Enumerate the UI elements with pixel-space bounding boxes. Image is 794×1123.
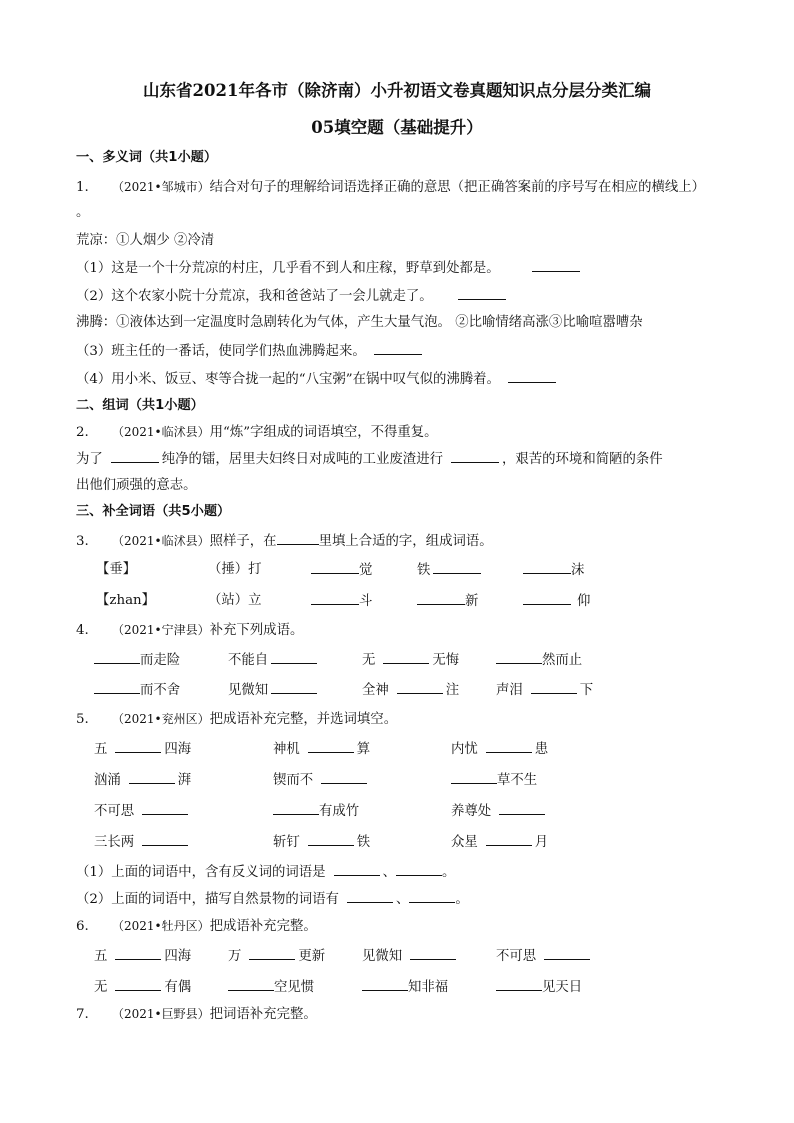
- answer-blank[interactable]: [362, 977, 408, 991]
- answer-blank[interactable]: [410, 946, 456, 960]
- section-heading: 一、多义词（共1小题）: [76, 150, 218, 165]
- idiom-cell: 三长两: [94, 832, 191, 853]
- answer-blank[interactable]: [451, 449, 499, 463]
- section-heading: 二、组词（共1小题）: [76, 398, 204, 413]
- answer-blank[interactable]: [308, 739, 354, 753]
- idiom-cell: 内忧 患: [451, 739, 548, 760]
- answer-blank[interactable]: [531, 680, 577, 694]
- document-subtitle: 05填空题（基础提升）: [311, 118, 483, 137]
- answer-blank[interactable]: [544, 946, 590, 960]
- question-number: 3.: [76, 534, 89, 549]
- idiom-cell: 不可思: [496, 946, 593, 967]
- question-text: 补充下列成语。: [209, 623, 304, 638]
- idiom-cell: 无 有偶: [94, 977, 191, 998]
- word-cell: 【垂】: [96, 562, 137, 577]
- answer-blank[interactable]: [311, 560, 359, 574]
- idiom-cell: 汹涌 湃: [94, 770, 191, 791]
- answer-blank[interactable]: [111, 449, 159, 463]
- sentence-line: [76, 341, 425, 362]
- question-2: [76, 422, 438, 443]
- idiom-cell: 锲而不: [273, 770, 370, 791]
- question-4: [76, 620, 303, 641]
- answer-blank[interactable]: [142, 801, 188, 815]
- question-source: （2021•宁津县）: [112, 623, 210, 637]
- answer-blank[interactable]: [523, 560, 571, 574]
- definition-line: 沸腾：①液体达到一定温度时急剧转化为气体，产生大量气泡。 ②比喻情绪高涨③比喻喧嚣嘈杂: [76, 315, 643, 330]
- question-source: （2021•临沭县）: [112, 425, 210, 439]
- answer-blank[interactable]: [94, 650, 140, 664]
- idiom-cell: 斩钉 铁: [273, 832, 370, 853]
- answer-blank[interactable]: [383, 650, 429, 664]
- answer-blank[interactable]: [334, 862, 380, 876]
- answer-blank[interactable]: [486, 739, 532, 753]
- idiom-cell: 见微知: [228, 680, 320, 701]
- idiom-cell: 神机 算: [273, 739, 370, 760]
- answer-blank[interactable]: [486, 832, 532, 846]
- question-source: （2021•巨野县）: [112, 1007, 210, 1021]
- sentence-text: （4）用小米、饭豆、枣等合拢一起的“八宝粥”在锅中叹气似的沸腾着。: [76, 372, 500, 387]
- answer-blank[interactable]: [417, 591, 465, 605]
- question-text: 结合对句子的理解给词语选择正确的意思（把正确答案前的序号写在相应的横线上）: [209, 180, 706, 195]
- answer-blank[interactable]: [396, 862, 442, 876]
- answer-blank[interactable]: [523, 591, 571, 605]
- answer-blank[interactable]: [311, 591, 359, 605]
- idiom-cell: 养尊处: [451, 801, 548, 822]
- idiom-cell: 而不舍: [94, 680, 180, 701]
- idiom-cell: 然而止: [496, 650, 582, 671]
- answer-blank[interactable]: [496, 650, 542, 664]
- question-number: 1.: [76, 180, 89, 195]
- answer-blank[interactable]: [129, 770, 175, 784]
- answer-blank[interactable]: [499, 801, 545, 815]
- answer-blank[interactable]: [374, 341, 422, 355]
- document-title: 山东省2021年各市（除济南）小升初语文卷真题知识点分层分类汇编: [143, 81, 651, 100]
- word-cell: 【zhan】: [96, 593, 156, 608]
- answer-blank[interactable]: [115, 946, 161, 960]
- idiom-cell: 有成竹: [273, 801, 359, 822]
- answer-blank[interactable]: [347, 889, 393, 903]
- sub-question: （1）上面的词语中，含有反义词的词语是 、 。: [76, 862, 455, 883]
- question-source: （2021•临沭县）: [112, 534, 210, 548]
- sentence-text: （2）这个农家小院十分荒凉，我和爸爸站了一会儿就走了。: [76, 289, 433, 304]
- answer-blank[interactable]: [115, 977, 161, 991]
- question-7: [76, 1004, 317, 1025]
- question-number: 2.: [76, 425, 89, 440]
- question-source: （2021•牡丹区）: [112, 919, 210, 933]
- question-text: 照样子，在: [209, 534, 277, 549]
- answer-blank[interactable]: [228, 977, 274, 991]
- idiom-cell: 声泪 下: [496, 680, 593, 701]
- sentence-line: [76, 369, 559, 390]
- idiom-cell: 五 四海: [94, 946, 191, 967]
- sentence-line: [76, 286, 509, 307]
- question-text: 把词语补充完整。: [209, 1007, 317, 1022]
- answer-blank[interactable]: [458, 286, 506, 300]
- idiom-cell: 不可思: [94, 801, 191, 822]
- idiom-cell: 无 无悔: [362, 650, 459, 671]
- answer-blank[interactable]: [496, 977, 542, 991]
- answer-blank[interactable]: [271, 650, 317, 664]
- question-source: （2021•兖州区）: [112, 712, 210, 726]
- text: 纯净的镭，居里夫妇终日对成吨的工业废渣进行: [161, 452, 443, 467]
- idiom-cell: 而走险: [94, 650, 180, 671]
- question-text: 里填上合适的字，组成词语。: [318, 534, 493, 549]
- word-cell: （捶）打: [208, 562, 262, 577]
- word-cell: 觉: [311, 560, 372, 581]
- sentence-line: [76, 258, 583, 279]
- sentence-text: （1）这是一个十分荒凉的村庄，几乎看不到人和庄稼，野草到处都是。: [76, 261, 500, 276]
- answer-blank[interactable]: [142, 832, 188, 846]
- answer-blank[interactable]: [249, 946, 295, 960]
- word-cell: 沫: [523, 560, 584, 581]
- answer-blank[interactable]: [321, 770, 367, 784]
- idiom-cell: 草不生: [451, 770, 537, 791]
- answer-blank[interactable]: [532, 258, 580, 272]
- answer-blank[interactable]: [397, 680, 443, 694]
- idiom-cell: 众星 月: [451, 832, 548, 853]
- question-text: 把成语补充完整。: [209, 919, 317, 934]
- question-number: 6.: [76, 919, 89, 934]
- idiom-cell: 五 四海: [94, 739, 191, 760]
- idiom-cell: 知非福: [362, 977, 448, 998]
- question-text: 把成语补充完整，并选词填空。: [209, 712, 398, 727]
- idiom-cell: 全神 注: [362, 680, 459, 701]
- answer-blank[interactable]: [271, 680, 317, 694]
- answer-blank[interactable]: [308, 832, 354, 846]
- answer-blank[interactable]: [433, 560, 481, 574]
- word-cell: （站）立: [208, 593, 262, 608]
- text: ，艰苦的环境和简陋的条件: [501, 452, 663, 467]
- word-cell: 斗: [311, 591, 372, 612]
- sub-question: （2）上面的词语中，描写自然景物的词语有 、 。: [76, 889, 469, 910]
- question-number: 4.: [76, 623, 89, 638]
- fill-line: [76, 449, 663, 470]
- fill-line: 出他们顽强的意志。: [76, 478, 197, 493]
- question-number: 5.: [76, 712, 89, 727]
- word-cell: 铁: [417, 560, 484, 581]
- question-number: 7.: [76, 1007, 89, 1022]
- word-cell: 新: [417, 591, 478, 612]
- question-source: （2021•邹城市）: [112, 180, 210, 194]
- answer-blank[interactable]: [94, 680, 140, 694]
- answer-blank[interactable]: [115, 739, 161, 753]
- idiom-cell: 不能自: [228, 650, 320, 671]
- idiom-cell: 见天日: [496, 977, 582, 998]
- word-cell: 仰: [523, 591, 590, 612]
- question-1: [76, 177, 705, 198]
- answer-blank[interactable]: [451, 770, 497, 784]
- question-text: 用“炼”字组成的词语填空，不得重复。: [209, 425, 438, 440]
- idiom-cell: 空见惯: [228, 977, 314, 998]
- question-text-tail: 。: [76, 205, 90, 220]
- text: 为了: [76, 452, 103, 467]
- answer-blank[interactable]: [409, 889, 455, 903]
- answer-blank: [277, 531, 319, 545]
- question-6: [76, 916, 317, 937]
- answer-blank[interactable]: [508, 369, 556, 383]
- answer-blank[interactable]: [273, 801, 319, 815]
- section-heading: 三、补全词语（共5小题）: [76, 504, 231, 519]
- idiom-cell: 见微知: [362, 946, 459, 967]
- idiom-cell: 万 更新: [228, 946, 325, 967]
- question-5: [76, 709, 397, 730]
- question-3: [76, 531, 493, 552]
- definition-line: 荒凉：①人烟少 ②冷清: [76, 233, 215, 248]
- sentence-text: （3）班主任的一番话，使同学们热血沸腾起来。: [76, 344, 366, 359]
